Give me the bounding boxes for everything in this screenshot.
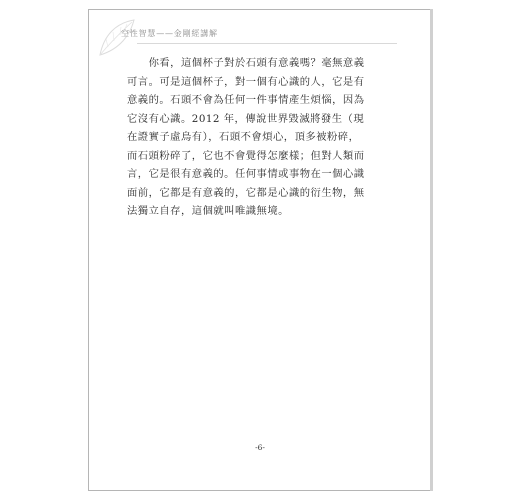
page-number: -6-	[255, 443, 265, 452]
page-edge-shadow	[430, 9, 433, 491]
text-line: 法獨立自存，這個就叫唯識無境。	[127, 205, 289, 217]
text-line: 在證實子虛烏有），石頭不會煩心，頂多被粉碎，	[127, 131, 360, 143]
body-paragraph	[127, 54, 397, 221]
header-divider	[137, 43, 397, 44]
text-line: 可言。可是這個杯子，對一個有心識的人，它是有	[127, 75, 365, 88]
running-header-title: 空性智慧——金剛經講解	[121, 29, 218, 38]
text-line: 言，它是很有意義的。任何事情或事物在一個心識	[127, 168, 365, 180]
text-line: 而石頭粉碎了，它也不會覺得怎麼樣；但對人類而	[127, 149, 365, 162]
text-line: 它沒有心識。2012 年，傳說世界毀滅將發生（現	[127, 112, 365, 125]
text-line: 意義的。石頭不會為任何一件事情產生煩惱，因為	[127, 94, 365, 106]
text-line: 面前，它都是有意義的，它都是心識的衍生物，無	[127, 186, 365, 199]
text-line: 你看，這個杯子對於石頭有意義嗎？毫無意義	[127, 57, 365, 69]
